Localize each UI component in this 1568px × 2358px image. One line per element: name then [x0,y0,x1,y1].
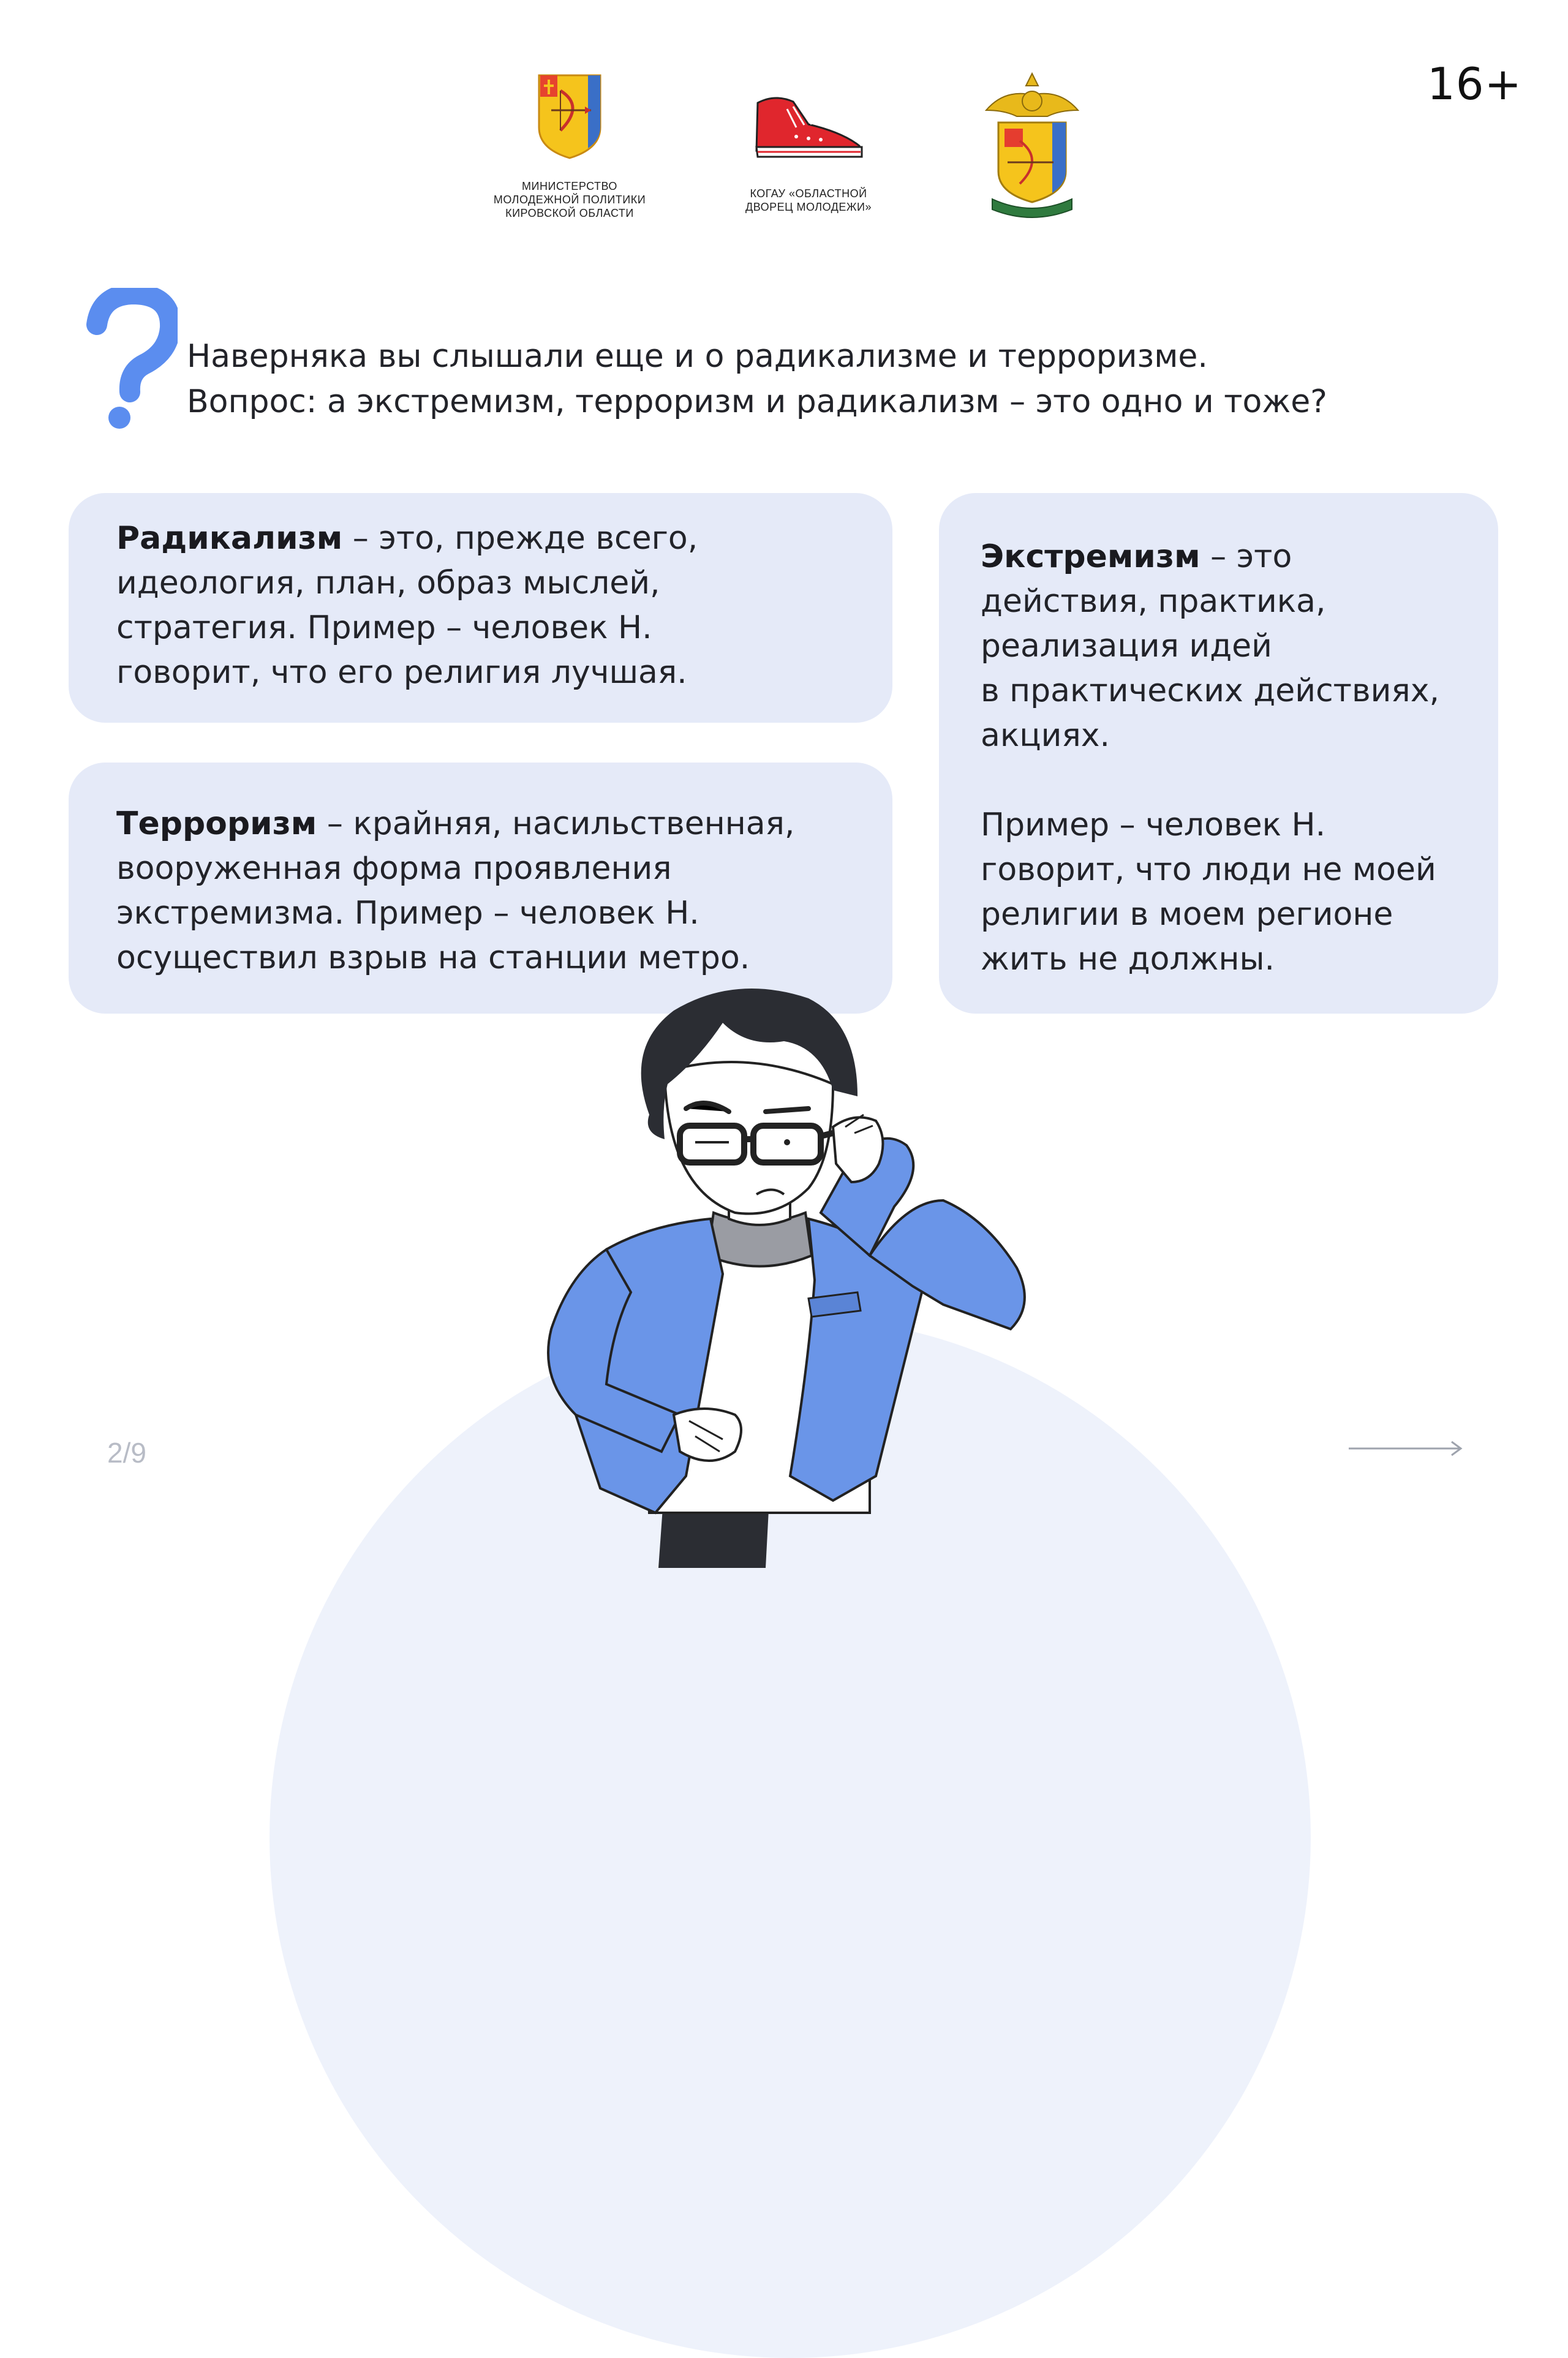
extremism-term: Экстремизм [981,538,1200,575]
extremism-line-2: действия, практика, [981,583,1326,620]
ministry-logo-block [478,72,662,220]
terrorism-line-1: – крайняя, насильственная, [326,805,795,842]
extremism-card [939,493,1498,1014]
next-arrow-icon[interactable] [1348,1439,1464,1458]
radicalism-text [116,516,892,695]
radicalism-term: Радикализм [116,520,343,557]
page-indicator: 2/9 [107,1437,146,1469]
extremism-line-4: в практических действиях, [981,672,1439,709]
question-line-1: Наверняка вы слышали еще и о радикализме и терроризме. [187,338,1208,375]
red-sneaker-icon [750,91,867,161]
police-emblem-block [974,67,1090,220]
youth-palace-logo-block [717,91,900,214]
extremism-line-5: акциях. [981,717,1110,754]
terrorism-card [69,763,892,1014]
question-line-2: Вопрос: а экстремизм, терроризм и радикализм – это одно и тоже? [187,383,1327,420]
terrorism-line-3: экстремизма. Пример – человек Н. [116,895,699,932]
terrorism-text [116,802,892,981]
extremism-line-1: – это [1210,538,1292,575]
age-rating: 16+ [1427,58,1522,110]
extremism-text [981,535,1498,982]
extremism-example-2: говорит, что люди не моей [981,851,1436,888]
extremism-spacer [981,758,1498,803]
extremism-example-1: Пример – человек Н. [981,807,1326,843]
extremism-example-4: жить не должны. [981,941,1275,977]
question-text [187,334,1547,424]
terrorism-line-2: вооруженная форма проявления [116,850,672,887]
police-emblem-icon [980,67,1084,220]
extremism-line-3: реализация идей [981,628,1272,665]
kirov-coat-of-arms-icon [533,72,606,161]
youth-palace-caption: КОГАУ «ОБЛАСТНОЙ ДВОРЕЦ МОЛОДЕЖИ» [745,187,872,213]
ministry-caption: МИНИСТЕРСТВО МОЛОДЕЖНОЙ ПОЛИТИКИ КИРОВСКОЙ ОБЛАСТИ [493,180,646,219]
terrorism-line-4: осуществил взрыв на станции метро. [116,940,750,976]
radicalism-line-2: идеология, план, образ мыслей, [116,565,660,601]
radicalism-line-1: – это, прежде всего, [352,520,698,557]
man-with-glasses-illustration [502,986,1078,1568]
radicalism-line-3: стратегия. Пример – человек Н. [116,609,652,646]
radicalism-line-4: говорит, что его религия лучшая. [116,654,687,691]
radicalism-card [69,493,892,723]
question-mark-icon [86,288,178,435]
extremism-example-3: религии в моем регионе [981,896,1393,933]
terrorism-term: Терроризм [116,805,317,842]
